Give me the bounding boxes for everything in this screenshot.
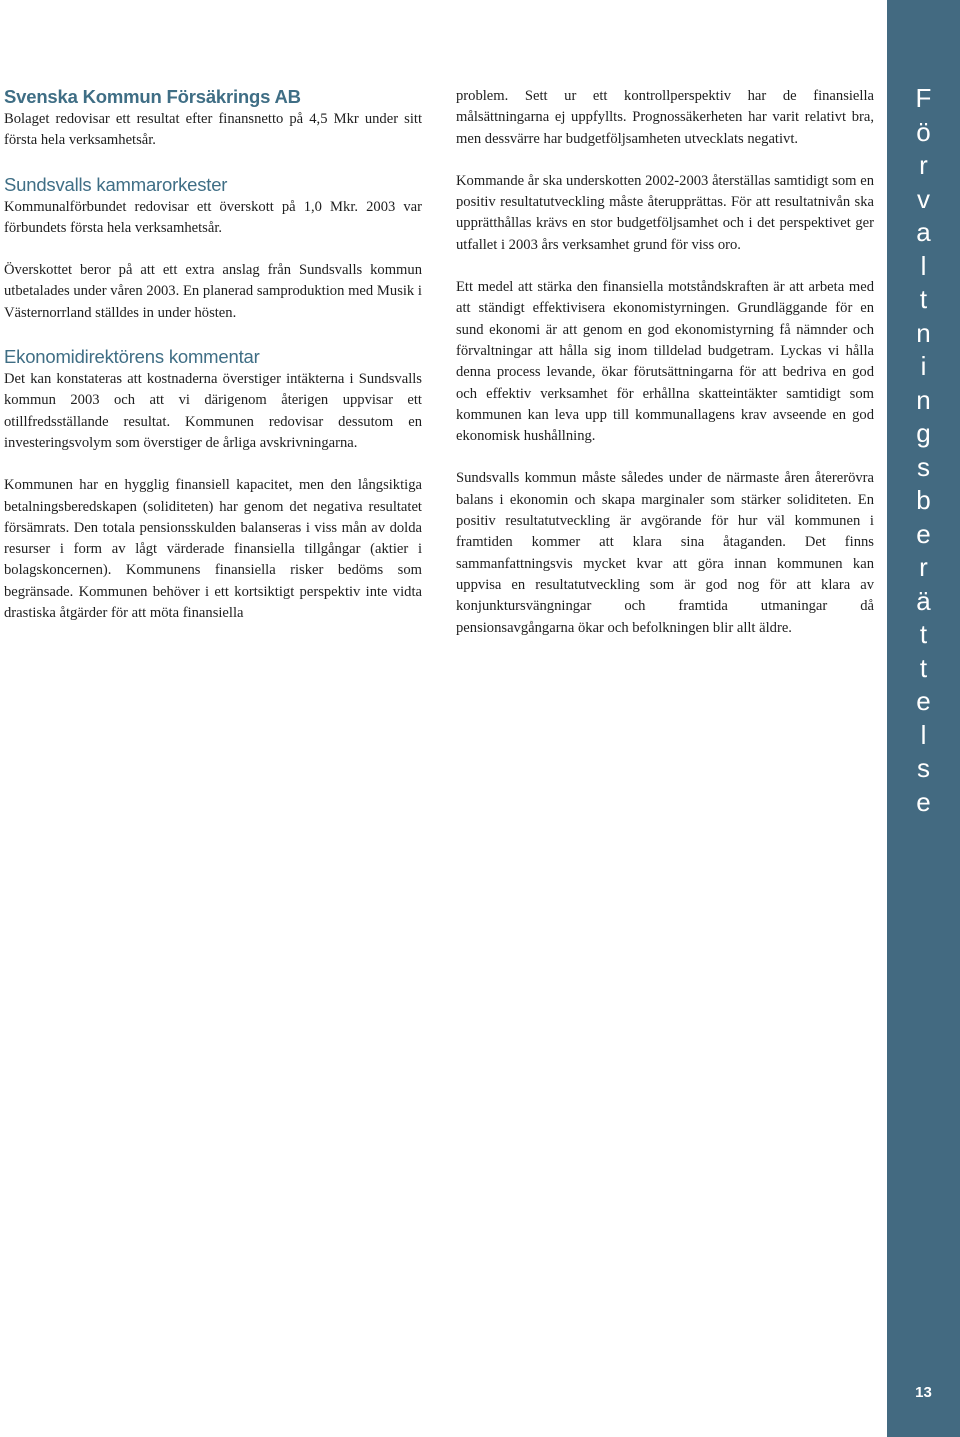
sidebar-title-letter: a [916,217,931,247]
sidebar-title-letter: v [917,183,930,214]
body-paragraph: Sundsvalls kommun måste således under de närmaste åren återerövra balans i ekonomin och skapa marginaler som stärker soliditeten. En positiv resultatutveckling är avgörande för hur väl kommunen i framtiden kommer att klara sina åtaganden. Det finns sammanfattningsvis mycket kvar att göra innan kommunen kan uppvisa en resultatutveckling som är god nog för att klara av konjunktursvängningar och framtida utmaningar då pensionsavgångarna ökar och befolkningen blir allt äldre. [456,470,874,636]
right-column [456,86,874,639]
sidebar-title-letter: s [917,753,930,783]
sidebar-title-letter: e [916,518,931,549]
sidebar-title-letter: e [916,786,931,817]
chapter-sidebar [887,0,960,1437]
body-paragraph: Bolaget redovisar ett resultat efter finansnetto på 4,5 Mkr under sitt första hela verksamhetsår. [4,111,422,149]
section-sundsvalls-kammarorkester [4,174,422,324]
sidebar-title-letter: b [916,485,931,515]
sidebar-title-letter: t [919,284,928,314]
sidebar-title-letter: g [916,418,931,448]
sidebar-title-letter: ö [916,116,931,147]
sidebar-title-letter: t [919,619,928,649]
sidebar-title-letter: i [920,351,927,381]
sidebar-title-letter: n [916,384,931,415]
section-heading: Ekonomidirektörens kommentar [4,346,260,368]
sidebar-title-letter: l [920,250,927,281]
sidebar-title-letter: e [916,686,931,716]
body-paragraph: Kommande år ska underskotten 2002-2003 återställas samtidigt som en positiv resultatutveckling måste återupprättas. För att resultatnivån ska upprätthållas krävs en stor budgetföljsamhet och i det perspektivet ger utfallet i 2003 års verksamhet grund för viss oro. [456,172,874,253]
page-number: 13 [915,1384,932,1401]
body-paragraph: Överskottet beror på att ett extra anslag från Sundsvalls kommun utbetalades under våren 2003. En planerad samproduktion med Musik i Västernorrland ställdes in under hösten. [4,262,422,321]
sidebar-title-letter: s [917,451,930,482]
section-svenska-kommun-forsakrings [4,86,422,152]
sidebar-title-letter: ä [916,585,931,616]
body-paragraph: Det kan konstateras att kostnaderna överstiger intäkterna i Sundsvalls kommun 2003 och att vi därigenom återigen uppvisar ett otillfredsställande resultat. Kommunen redovisar dessutom en investeringsvolym som överstiger de årliga avskrivningarna. [4,371,422,451]
sidebar-title-letter: l [920,719,927,750]
sidebar-title-letter: r [919,552,928,582]
sidebar-title-letter: r [919,150,928,180]
body-paragraph: Ett medel att stärka den finansiella motståndskraften är att arbeta med att ständigt effektivisera ekonomistyrningen. Grundläggande för en sund ekonomi är att genom en god ekonomistyrning få nämnder och förvaltningar att hålla sig inom tilldelad budgetram. Lyckas vi hålla denna process levande, ökar förutsättningarna för att bedriva en god och effektiv verksamhet för erhållna skatteintäkter samtidigt som kommunen kan leva upp till kommunallagens krav avseende en god ekonomisk hushållning. [456,279,874,445]
sidebar-title-letter: n [916,317,931,348]
body-paragraph: Kommunen har en hygglig finansiell kapacitet, men den långsiktiga betalningsberedskapen (soliditeten) har genom det negativa resultatet försämrats. Den totala pensionsskulden balanseras i viss mån av dolda resurser i form av lågt värderade finansiella tillgångar (aktier i bolagskoncernen). Kommunens finansiella risker bedöms som begränsade. Kommunen behöver i ett kortsiktigt perspektiv inte vidta drastiska åtgärder för att möta finansiella [4,477,422,622]
sidebar-title [887,82,960,819]
sidebar-title-letter: t [919,652,928,683]
sidebar-title-letter: F [915,83,932,113]
left-column [4,86,422,646]
section-heading: Svenska Kommun Försäkrings AB [4,86,301,107]
section-heading: Sundsvalls kammarorkester [4,173,228,195]
body-paragraph: Kommunalförbundet redovisar ett överskott på 1,0 Mkr. 2003 var förbundets första hela verksamhetsår. [4,198,422,236]
body-paragraph: problem. Sett ur ett kontrollperspektiv har de finansiella målsättningarna ej uppfyllts. Prognossäkerheten har varit relativt bra, men dessvärre har budgetföljsamheten utvecklats negativt. [456,88,874,147]
section-ekonomidirektorens-kommentar [4,346,422,624]
